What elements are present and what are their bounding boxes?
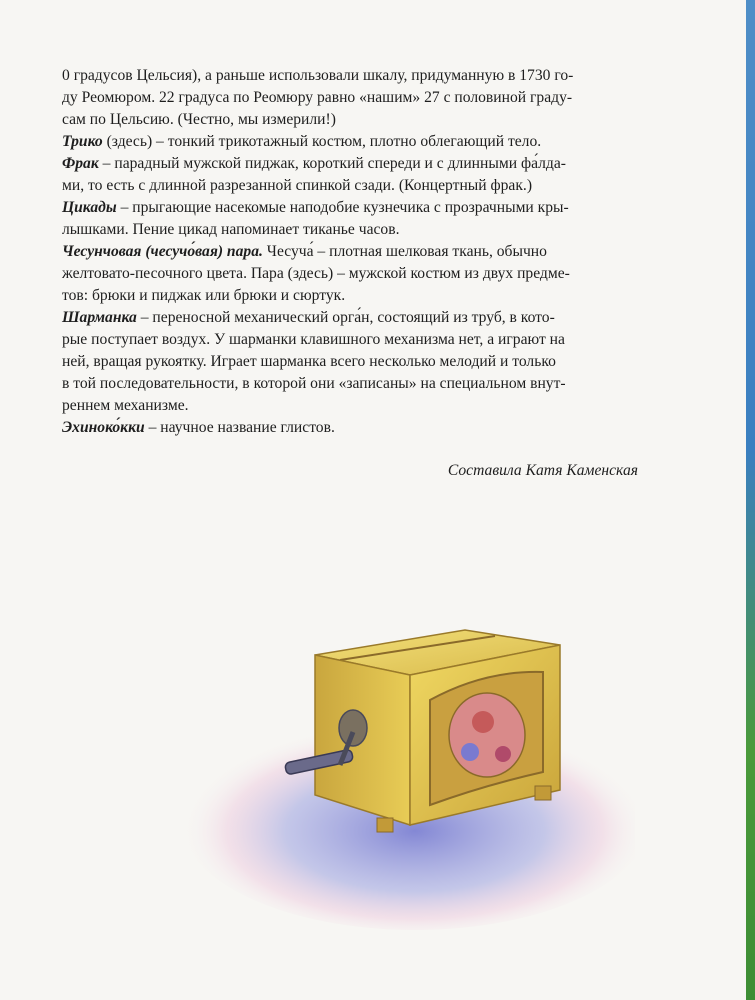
glossary-term: Цикады	[62, 199, 117, 216]
glossary-term: Шарманка	[62, 309, 137, 326]
glossary-definition: 0 градусов Цельсия), а раньше использовали шкалу, придуманную в 1730 го-	[62, 67, 574, 84]
glossary-line	[62, 307, 676, 329]
glossary-text	[62, 65, 676, 439]
panel-ornament	[449, 693, 525, 777]
glossary-definition: ней, вращая рукоятку. Играет шарманка всего несколько мелодий и только	[62, 353, 556, 370]
glossary-line	[62, 87, 676, 109]
glossary-definition: ми, то есть с длинной разрезанной спинкой сзади. (Концертный фрак.)	[62, 177, 533, 194]
glossary-definition: реннем механизме.	[62, 397, 189, 414]
glossary-line	[62, 395, 676, 417]
box-foot	[535, 786, 551, 800]
glossary-definition: лышками. Пение цикад напоминает тиканье часов.	[62, 221, 400, 238]
glossary-line	[62, 263, 676, 285]
ornament-detail	[495, 746, 511, 762]
glossary-definition: (здесь) – тонкий трикотажный костюм, плотно облегающий тело.	[102, 133, 542, 150]
glossary-line	[62, 175, 676, 197]
glossary-definition: – прыгающие насекомые наподобие кузнечика с прозрачными кры-	[116, 199, 569, 216]
glossary-definition: – переносной механический орга́н, состоящий из труб, в кото-	[136, 309, 555, 326]
glossary-line	[62, 219, 676, 241]
author-signature: Составила Катя Каменская	[447, 462, 638, 479]
glossary-definition: – парадный мужской пиджак, короткий спереди и с длинными фа́лда-	[98, 155, 566, 172]
barrel-organ-icon	[165, 560, 635, 940]
glossary-line	[62, 197, 676, 219]
glossary-line	[62, 351, 676, 373]
glossary-term: Фрак	[62, 155, 99, 172]
glossary-line	[62, 285, 676, 307]
glossary-definition: в той последовательности, в которой они «записаны» на специальном внут-	[62, 375, 566, 392]
glossary-line	[62, 373, 676, 395]
glossary-line	[62, 109, 676, 131]
glossary-definition: желтовато-песочного цвета. Пара (здесь) – мужской костюм из двух предме-	[62, 265, 570, 282]
glossary-line	[62, 153, 676, 175]
glossary-definition: Чесуча́ – плотная шелковая ткань, обычно	[262, 243, 547, 260]
crank-hub	[339, 710, 367, 746]
glossary-term: Эхиноко́кки	[62, 419, 145, 436]
page-edge	[746, 0, 755, 1000]
glossary-line	[62, 131, 676, 153]
glossary-definition: тов: брюки и пиджак или брюки и сюртук.	[62, 287, 346, 304]
glossary-line	[62, 241, 676, 263]
glossary-term: Трико	[62, 133, 103, 150]
glossary-term: Чесунчовая (чесучо́вая) пара.	[62, 243, 263, 260]
ornament-detail	[461, 743, 479, 761]
glossary-line	[62, 65, 676, 87]
glossary-definition: сам по Цельсию. (Честно, мы измерили!)	[62, 111, 336, 128]
box-foot	[377, 818, 393, 832]
glossary-definition: – научное название глистов.	[144, 419, 335, 436]
glossary-line	[62, 329, 676, 351]
ornament-detail	[472, 711, 494, 733]
glossary-definition: ду Реомюром. 22 градуса по Реомюру равно «нашим» 27 с половиной граду-	[62, 89, 573, 106]
glossary-line	[62, 417, 676, 439]
glossary-definition: рые поступает воздух. У шарманки клавишного механизма нет, а играют на	[62, 331, 565, 348]
